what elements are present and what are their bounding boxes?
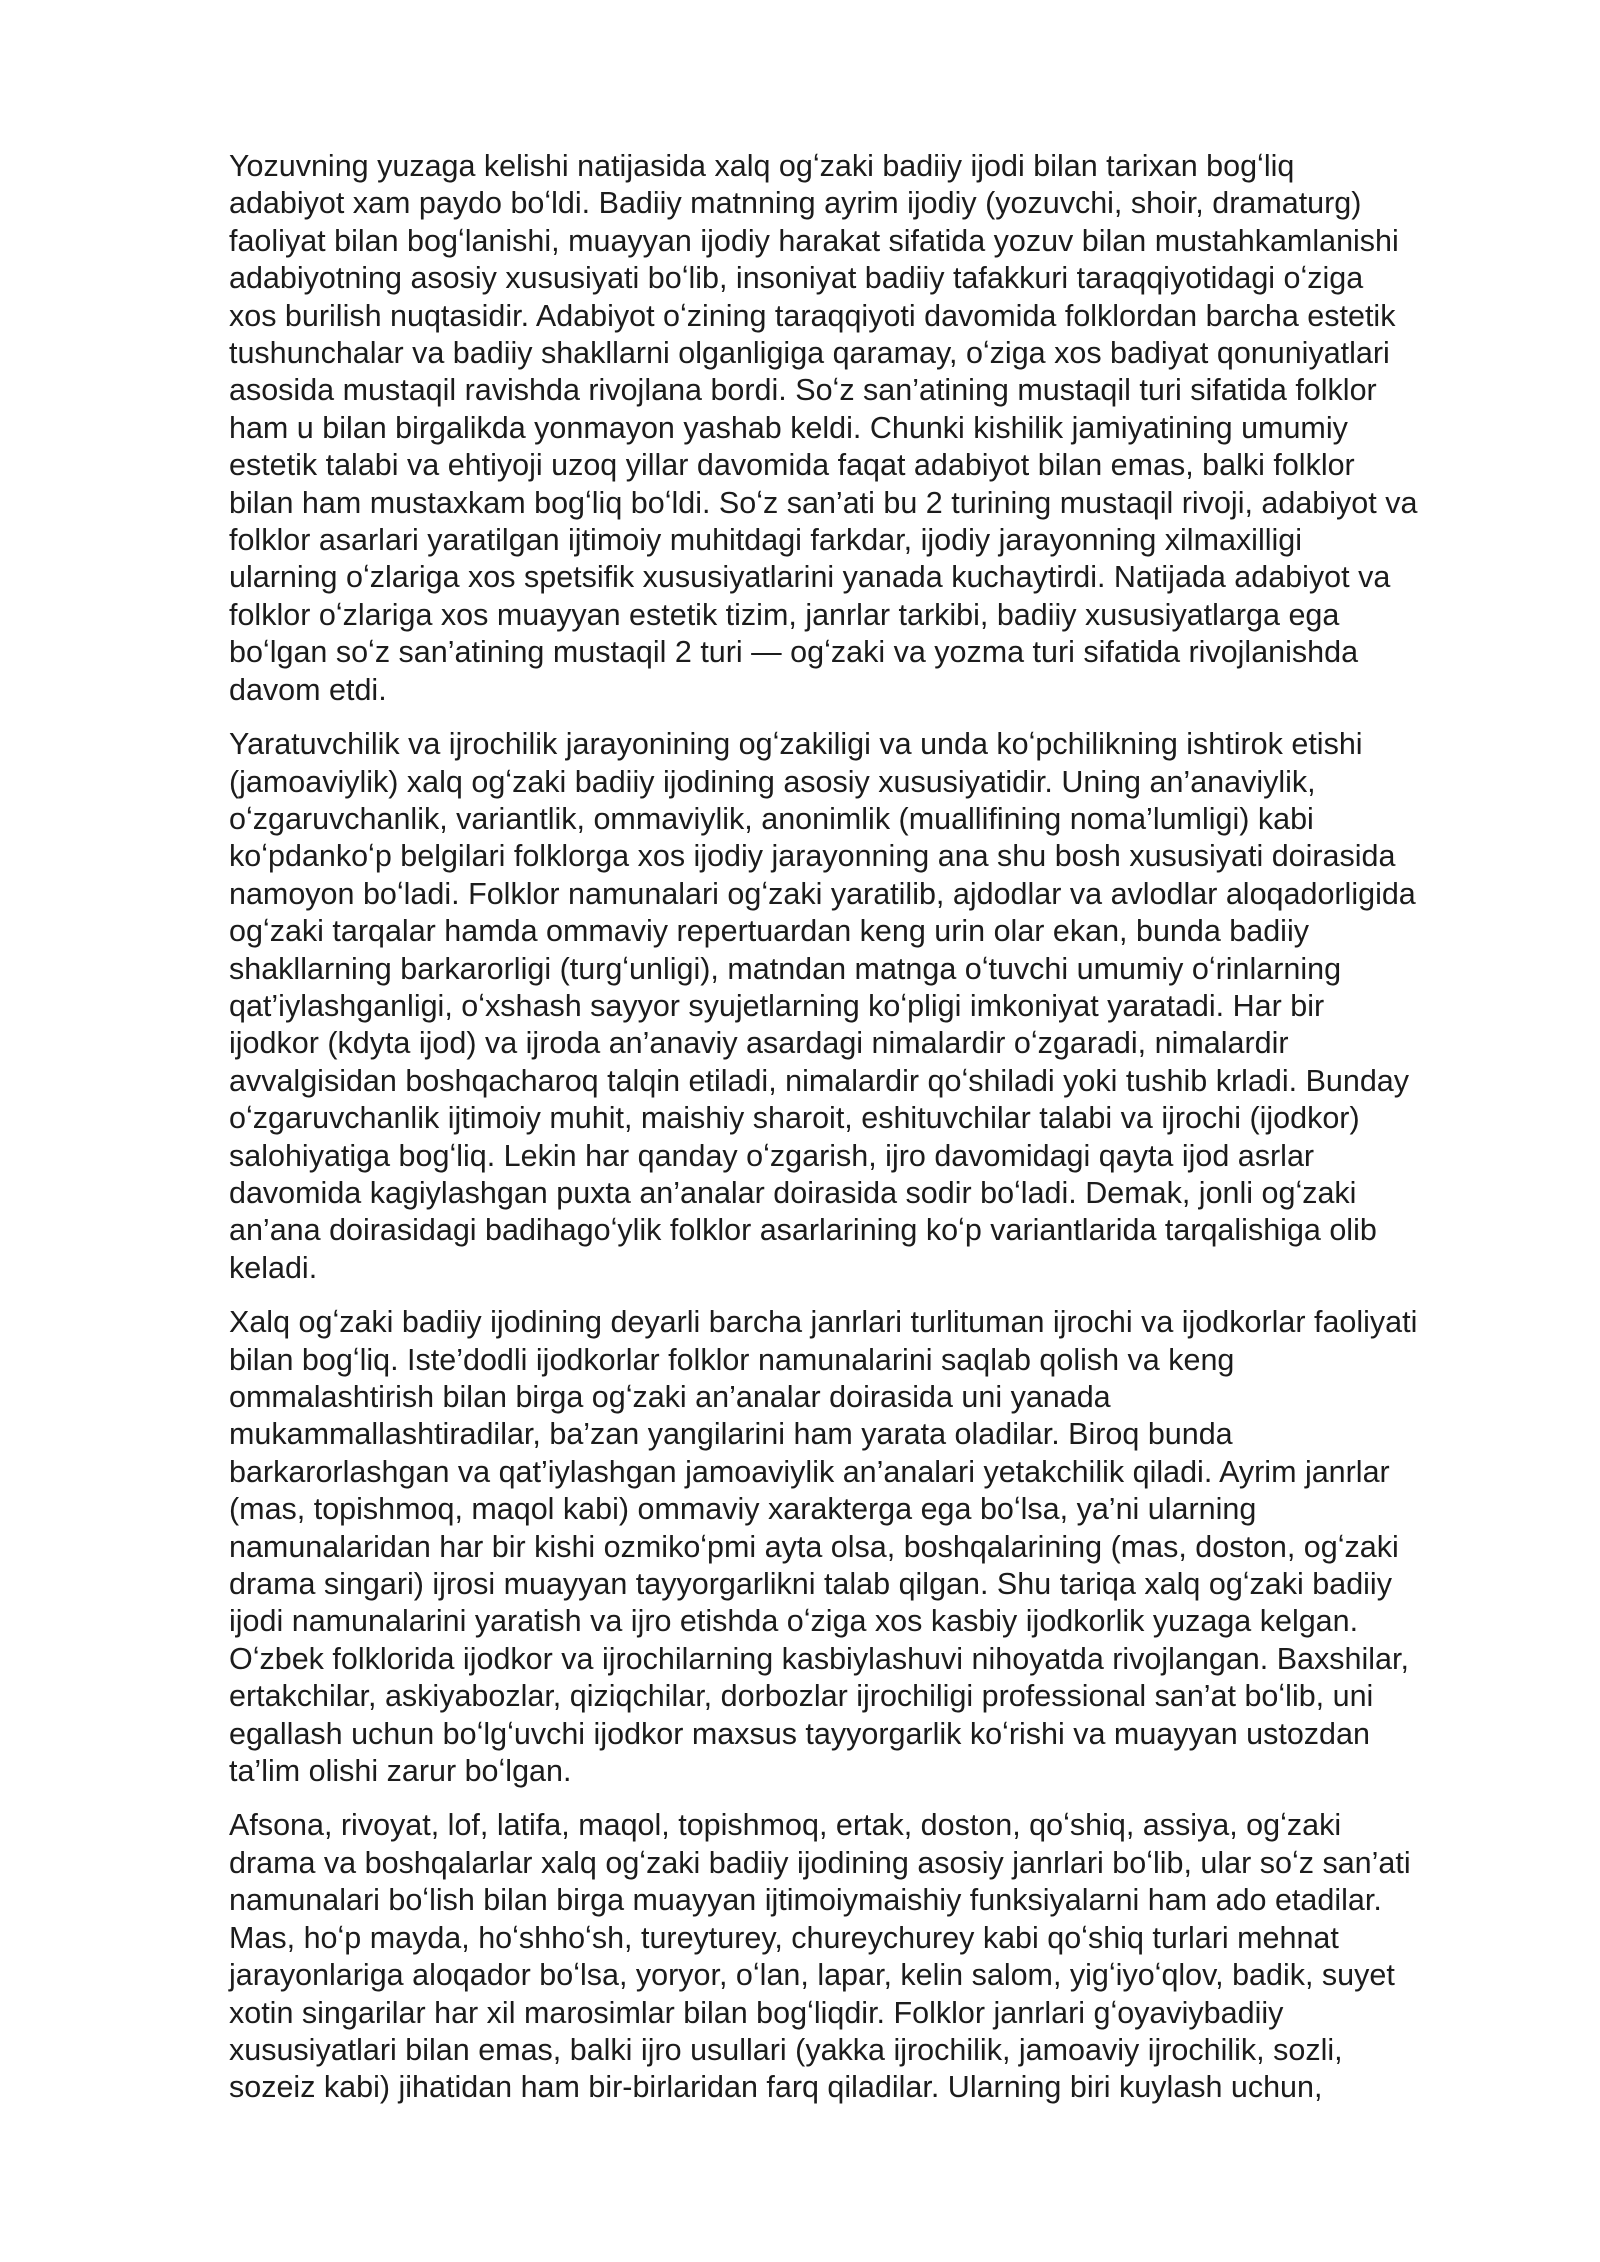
paragraph-1: Yozuvning yuzaga kelishi natijasida xalq ogʻzaki badiiy ijodi bilan tarixan bogʻliq adabiyot xam paydo boʻldi. Badiiy matnning ayrim ijodiy (yozuvchi, shoir, dramaturg) faoliyat bilan bogʻlanishi, muayyan ijodiy harakat sifatida yozuv bilan mustahkamlanishi adabiyotning asosiy xususiyati boʻlib, insoniyat badiiy tafakkuri taraqqiyotidagi oʻziga xos burilish nuqtasidir. Adabiyot oʻzining taraqqiyoti davomida folklordan barcha estetik tushunchalar va badiiy shakllarni olganligiga qaramay, oʻziga xos badiyat qonuniyatlari asosida mustaqil ravishda rivojlana bordi. Soʻz san’atining mustaqil turi sifatida folklor ham u bilan birgalikda yonmayon yashab keldi. Chunki kishilik jamiyatining umumiy estetik talabi va ehtiyoji uzoq yillar davomida faqat adabiyot bilan emas, balki folklor bilan ham mustaxkam bogʻliq boʻldi. Soʻz san’ati bu 2 turining mustaqil rivoji, adabiyot va folklor asarlari yaratilgan ijtimoiy muhitdagi farkdar, ijodiy jarayonning xilmaxilligi ularning oʻzlariga xos spetsifik xususiyatlarini yanada kuchaytirdi. Natijada adabiyot va folklor oʻzlariga xos muayyan estetik tizim, janrlar tarkibi, badiiy xususiyatlarga ega boʻlgan soʻz san’atining mustaqil 2 turi — ogʻzaki va yozma turi sifatida rivojlanishda davom etdi.: [229, 149, 1418, 707]
paragraph-4: Afsona, rivoyat, lof, latifa, maqol, topishmoq, ertak, doston, qoʻshiq, assiya, ogʻzaki drama va boshqalarlar xalq ogʻzaki badiiy ijodining asosiy janrlari boʻlib, ular soʻz san’ati namunalari boʻlish bilan birga muayyan ijtimoiymaishiy funksiyalarni ham ado etadilar. Mas, hoʻp mayda, hoʻshhoʻsh, tureyturey, chureychurey kabi qoʻshiq turlari mehnat jarayonlariga aloqador boʻlsa, yoryor, oʻlan, lapar, kelin salom, yigʻiyoʻqlov, badik, suyet xotin singarilar har xil marosimlar bilan bogʻliqdir. Folklor janrlari gʻoyaviybadiiy xususiyatlari bilan emas, balki ijro usullari (yakka ijrochilik, jamoaviy ijrochilik, sozli, sozeiz kabi) jihatidan ham bir-birlaridan farq qiladilar. Ularning biri kuylash uchun,: [229, 1808, 1411, 2105]
paragraph-3: Xalq ogʻzaki badiiy ijodining deyarli barcha janrlari turlituman ijrochi va ijodkorlar faoliyati bilan bogʻliq. Iste’dodli ijodkorlar folklor namunalarini saqlab qolish va keng ommalashtirish bilan birga ogʻzaki an’analar doirasida uni yanada mukammallashtiradilar, ba’zan yangilarini ham yarata oladilar. Biroq bunda barkarorlashgan va qat’iylashgan jamoaviylik an’analari yetakchilik qiladi. Ayrim janrlar (mas, topishmoq, maqol kabi) ommaviy xarakterga ega boʻlsa, ya’ni ularning namunalaridan har bir kishi ozmikoʻpmi ayta olsa, boshqalarining (mas, doston, ogʻzaki drama singari) ijrosi muayyan tayyorgarlikni talab qilgan. Shu tariqa xalq ogʻzaki badiiy ijodi namunalarini yaratish va ijro etishda oʻziga xos kasbiy ijodkorlik yuzaga kelgan. Oʻzbek folklorida ijodkor va ijrochilarning kasbiylashuvi nihoyatda rivojlangan. Baxshilar, ertakchilar, askiyabozlar, qiziqchilar, dorbozlar ijrochiligi professional san’at boʻlib, uni egallash uchun boʻlgʻuvchi ijodkor maxsus tayyorgarlik koʻrishi va muayyan ustozdan ta’lim olishi zarur boʻlgan.: [229, 1305, 1418, 1789]
paragraph-2: Yaratuvchilik va ijrochilik jarayonining ogʻzakiligi va unda koʻpchilikning ishtirok etishi (jamoaviylik) xalq ogʻzaki badiiy ijodining asosiy xususiyatidir. Uning an’anaviylik, oʻzgaruvchanlik, variantlik, ommaviylik, anonimlik (muallifining noma’lumligi) kabi koʻpdankoʻp belgilari folklorga xos ijodiy jarayonning ana shu bosh xususiyati doirasida namoyon boʻladi. Folklor namunalari ogʻzaki yaratilib, ajdodlar va avlodlar aloqadorligida ogʻzaki tarqalar hamda ommaviy repertuardan keng urin olar ekan, bunda badiiy shakllarning barkarorligi (turgʻunligi), matndan matnga oʻtuvchi umumiy oʻrinlarning qat’iylashganligi, oʻxshash sayyor syujetlarning koʻpligi imkoniyat yaratadi. Har bir ijodkor (kdyta ijod) va ijroda an’anaviy asardagi nimalardir oʻzgaradi, nimalardir avvalgisidan boshqacharoq talqin etiladi, nimalardir qoʻshiladi yoki tushib krladi. Bunday oʻzgaruvchanlik ijtimoiy muhit, maishiy sharoit, eshituvchilar talabi va ijrochi (ijodkor) salohiyatiga bogʻliq. Lekin har qanday oʻzgarish, ijro davomidagi qayta ijod asrlar davomida kagiylashgan puxta an’analar doirasida sodir boʻladi. Demak, jonli ogʻzaki an’ana doirasidagi badihagoʻylik folklor asarlarining koʻp variantlarida tarqalishiga olib keladi.: [229, 727, 1416, 1285]
document-page: [229, 148, 1499, 2124]
